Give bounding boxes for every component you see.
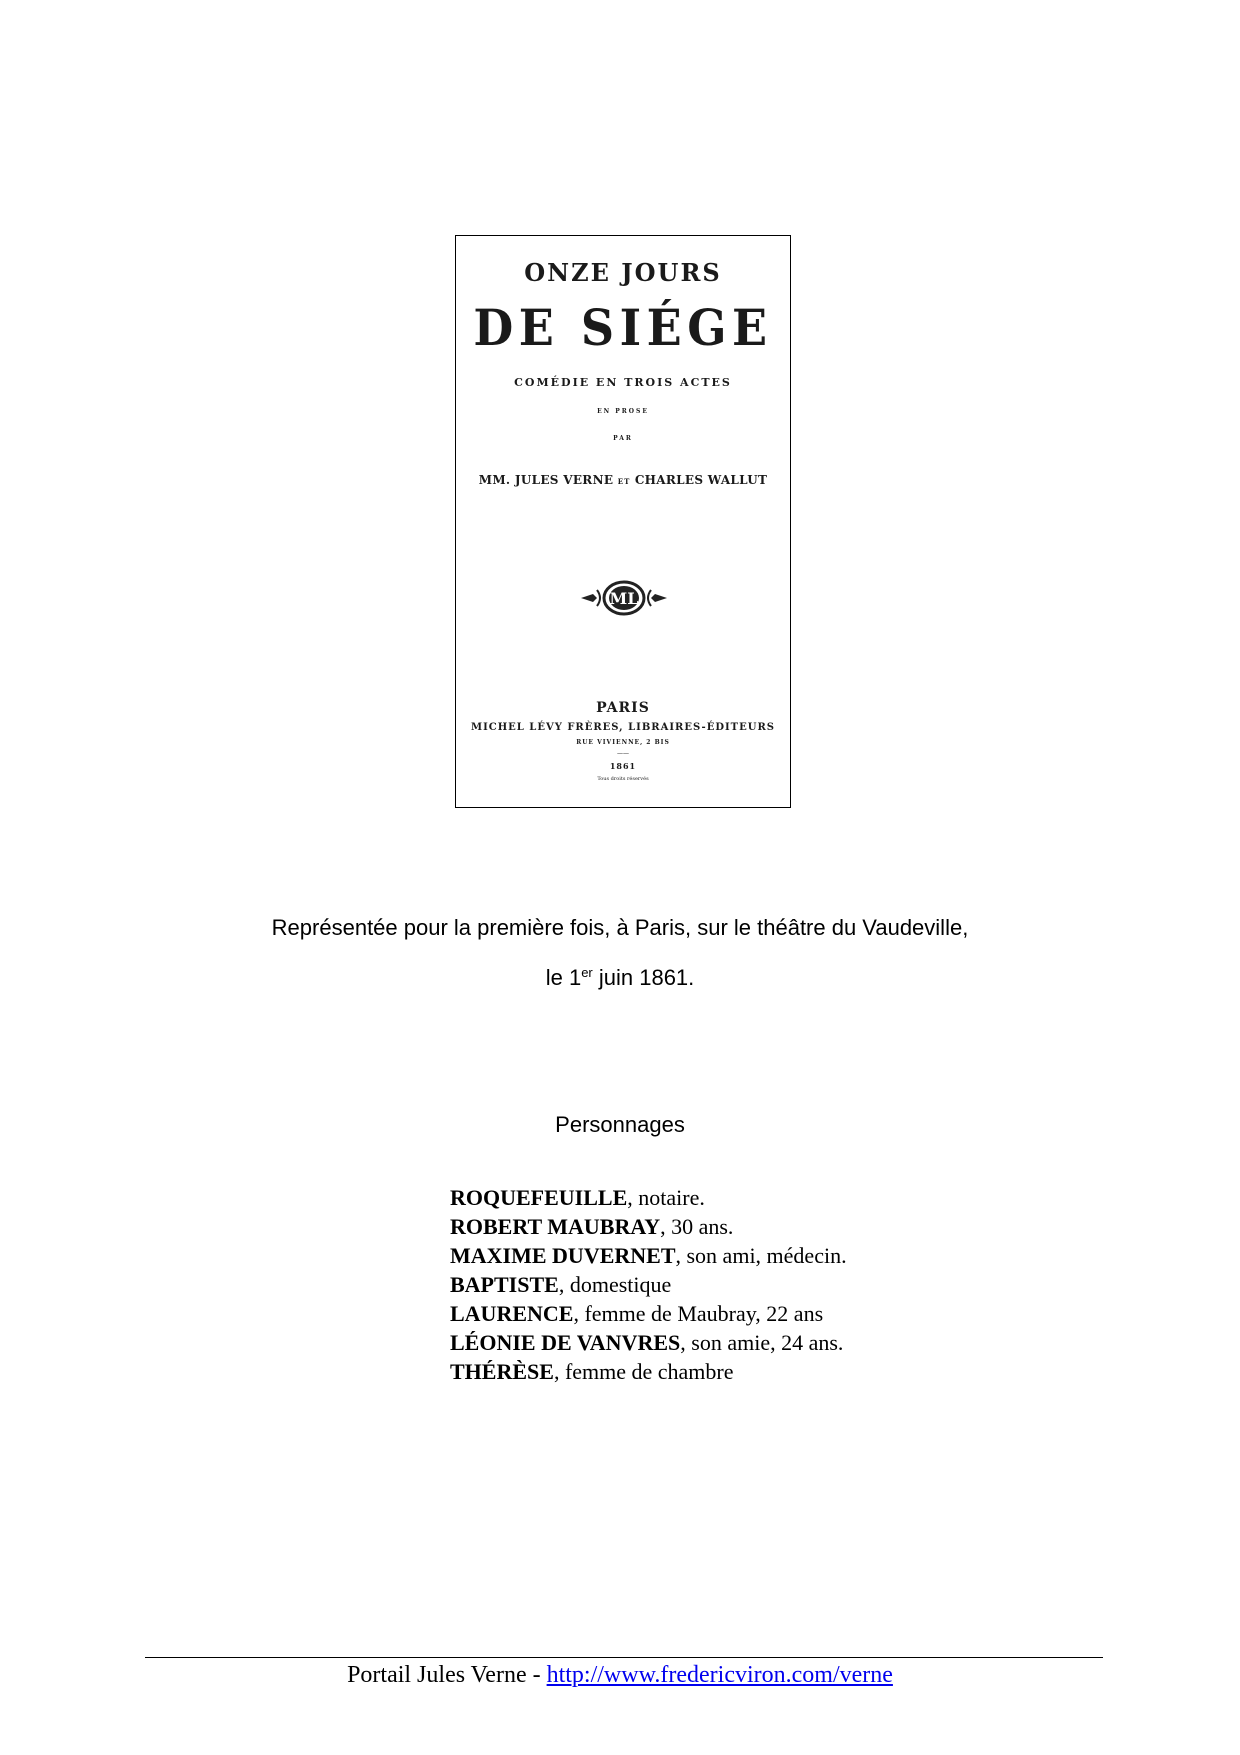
personnages-heading: Personnages — [555, 1112, 685, 1137]
title-page-image — [455, 235, 791, 808]
footer-divider — [145, 1657, 1103, 1658]
cover-authors-et: ET — [617, 477, 631, 486]
cover-city: PARIS — [596, 700, 650, 716]
cast-description: , femme de Maubray, 22 ans — [573, 1301, 824, 1326]
footer — [0, 1662, 1240, 1689]
date-superscript: er — [581, 965, 593, 980]
cast-item — [450, 1328, 847, 1357]
cover-rights: Tous droits réservés — [597, 776, 649, 782]
cast-name: BAPTISTE — [450, 1272, 559, 1297]
cast-name: ROQUEFEUILLE — [450, 1185, 628, 1210]
cast-name: MAXIME DUVERNET — [450, 1243, 676, 1268]
cast-item — [450, 1241, 847, 1270]
cover-title-line2: DE SIÉGE — [473, 298, 773, 357]
cover-author-2: CHARLES WALLUT — [634, 473, 768, 487]
date-suffix: juin 1861. — [592, 965, 695, 990]
cast-description: , 30 ans. — [660, 1214, 734, 1239]
cast-item — [450, 1270, 847, 1299]
cast-name: ROBERT MAUBRAY — [450, 1214, 661, 1239]
footer-text: Portail Jules Verne - — [347, 1662, 547, 1688]
cast-description: , son ami, médecin. — [675, 1243, 847, 1268]
cover-title-line1: ONZE JOURS — [524, 258, 722, 287]
cast-item — [450, 1212, 847, 1241]
cover-address: RUE VIVIENNE, 2 BIS — [576, 739, 670, 746]
cover-author-1: MM. JULES VERNE — [478, 473, 614, 487]
publisher-monogram-icon — [579, 578, 669, 618]
cover-authors — [456, 473, 790, 487]
cast-description: , notaire. — [627, 1185, 705, 1210]
cover-par: PAR — [613, 435, 633, 442]
cover-subtitle: COMÉDIE EN TROIS ACTES — [514, 376, 732, 389]
premiere-line: Représentée pour la première fois, à Paris, sur le théâtre du Vaudeville, — [271, 915, 969, 940]
monogram-letters: ML — [609, 589, 639, 608]
cast-item — [450, 1299, 847, 1328]
cover-publisher: MICHEL LÉVY FRÈRES, LIBRAIRES-ÉDITEURS — [471, 722, 775, 733]
cover-en-prose: EN PROSE — [597, 408, 649, 415]
cast-description: , son amie, 24 ans. — [680, 1330, 844, 1355]
cast-name: LAURENCE — [450, 1301, 574, 1326]
cast-description: , domestique — [558, 1272, 672, 1297]
cast-item — [450, 1357, 847, 1386]
cast-name: THÉRÈSE — [450, 1359, 554, 1384]
footer-link[interactable]: http://www.fredericviron.com/verne — [546, 1662, 893, 1688]
cover-divider: —— — [617, 750, 629, 757]
premiere-date — [0, 965, 1240, 991]
date-prefix: le 1 — [545, 965, 582, 990]
cast-list — [450, 1183, 847, 1386]
cover-year: 1861 — [609, 761, 637, 771]
cast-description: , femme de chambre — [553, 1359, 734, 1384]
cast-item — [450, 1183, 847, 1212]
cast-name: LÉONIE DE VANVRES — [450, 1330, 681, 1355]
